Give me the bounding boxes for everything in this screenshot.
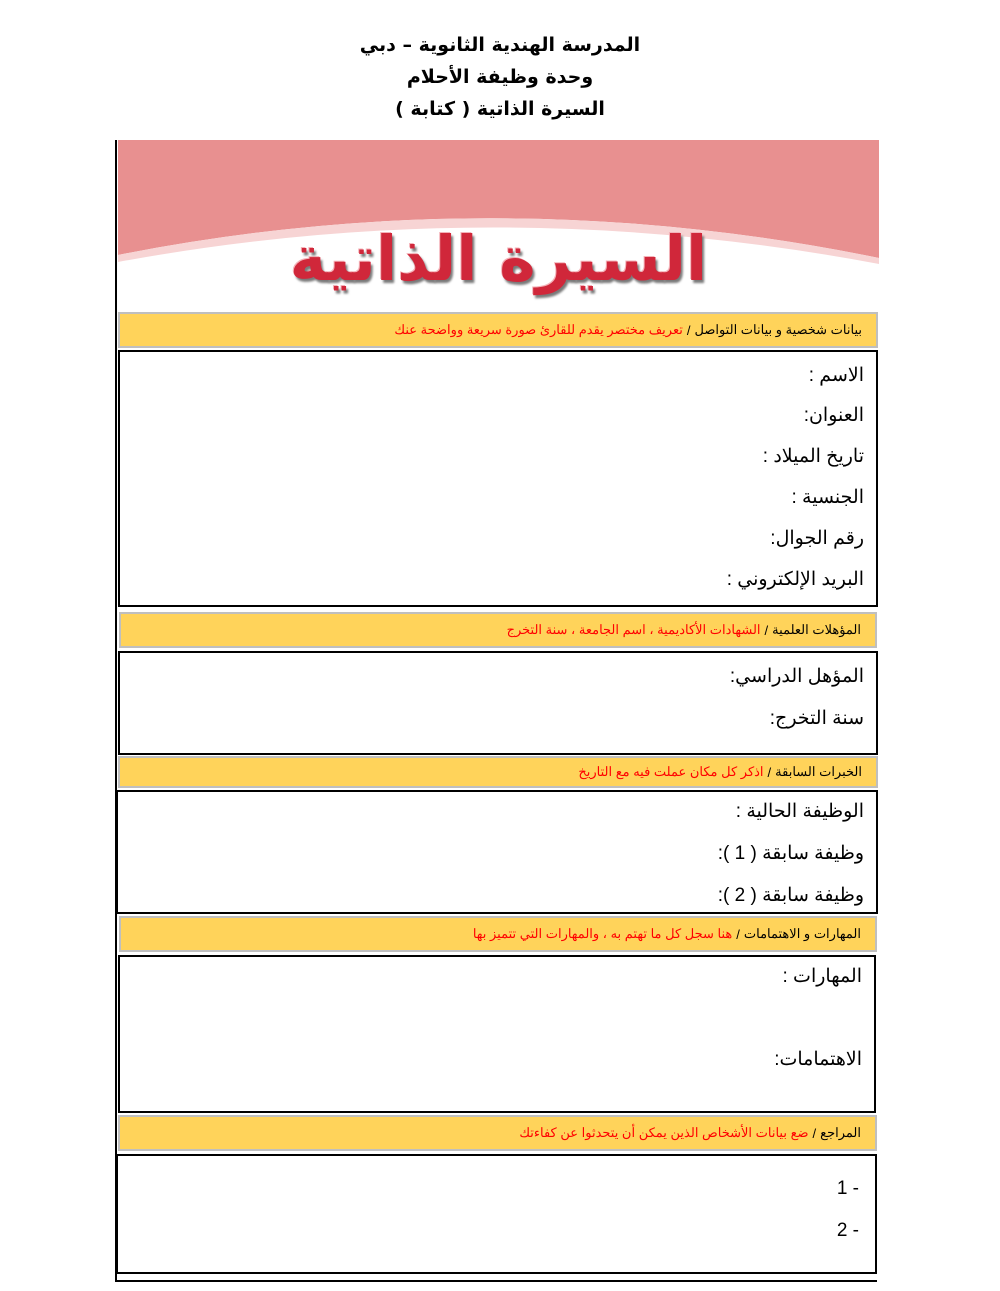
section-label: الخبرات السابقة (775, 764, 862, 779)
field-interests: الاهتمامات: (774, 1049, 862, 1070)
section-hint: اذكر كل مكان عملت فيه مع التاريخ (578, 764, 764, 779)
field-graduation-year: سنة التخرج: (769, 708, 864, 729)
field-skills: المهارات : (782, 966, 862, 987)
document-subtitle: السيرة الذاتية ( كتابة ) (395, 98, 605, 120)
field-birthdate: تاريخ الميلاد : (762, 446, 864, 467)
school-name: المدرسة الهندية الثانوية – دبي (359, 34, 641, 56)
field-mobile: رقم الجوال: (770, 528, 864, 549)
section-bar-education: المؤهلات العلمية / الشهادات الأكاديمية ، اسم الجامعة ، سنة التخرج (119, 612, 877, 648)
section-hint: الشهادات الأكاديمية ، اسم الجامعة ، سنة التخرج (506, 622, 761, 637)
section-hint: ضع بيانات الأشخاص الذين يمكن أن يتحدثوا عن كفاءتك (519, 1125, 809, 1140)
field-address: العنوان: (803, 405, 864, 426)
experience-box[interactable] (116, 790, 878, 914)
personal-info-box[interactable] (118, 350, 878, 607)
field-nationality: الجنسية : (791, 487, 864, 508)
section-label: بيانات شخصية و بيانات التواصل (694, 322, 862, 337)
section-bar-references: المراجع / ضع بيانات الأشخاص الذين يمكن أن يتحدثوا عن كفاءتك (118, 1115, 877, 1151)
section-hint: تعريف مختصر يقدم للقارئ صورة سريعة وواضحة عنك (394, 322, 683, 337)
field-current-job: الوظيفة الحالية : (735, 801, 864, 822)
section-bar-personal: بيانات شخصية و بيانات التواصل / تعريف مختصر يقدم للقارئ صورة سريعة وواضحة عنك (118, 312, 878, 348)
references-box[interactable] (116, 1154, 877, 1274)
unit-title: وحدة وظيفة الأحلام (406, 66, 594, 88)
section-bar-skills: المهارات و الاهتمامات / هنا سجل كل ما تهتم به ، والمهارات التي تتميز بها (119, 916, 877, 952)
skills-box[interactable] (118, 955, 876, 1113)
field-name: الاسم : (808, 365, 864, 386)
reference-2: 2 - (836, 1220, 859, 1241)
field-qualification: المؤهل الدراسي: (729, 666, 864, 687)
section-bar-experience: الخبرات السابقة / اذكر كل مكان عملت فيه مع التاريخ (118, 756, 878, 788)
banner-title: السيرة الذاتية (289, 222, 708, 295)
reference-1: 1 - (836, 1178, 859, 1199)
field-previous-job-1: وظيفة سابقة ( 1 ): (717, 843, 864, 864)
section-hint: هنا سجل كل ما تهتم به ، والمهارات التي تتميز بها (472, 926, 733, 941)
education-box[interactable] (118, 651, 878, 755)
section-label: المهارات و الاهتمامات (743, 926, 861, 941)
section-label: المؤهلات العلمية (772, 622, 861, 637)
field-email: البريد الإلكتروني : (726, 569, 864, 590)
section-label: المراجع (820, 1125, 861, 1140)
field-previous-job-2: وظيفة سابقة ( 2 ): (717, 885, 864, 906)
